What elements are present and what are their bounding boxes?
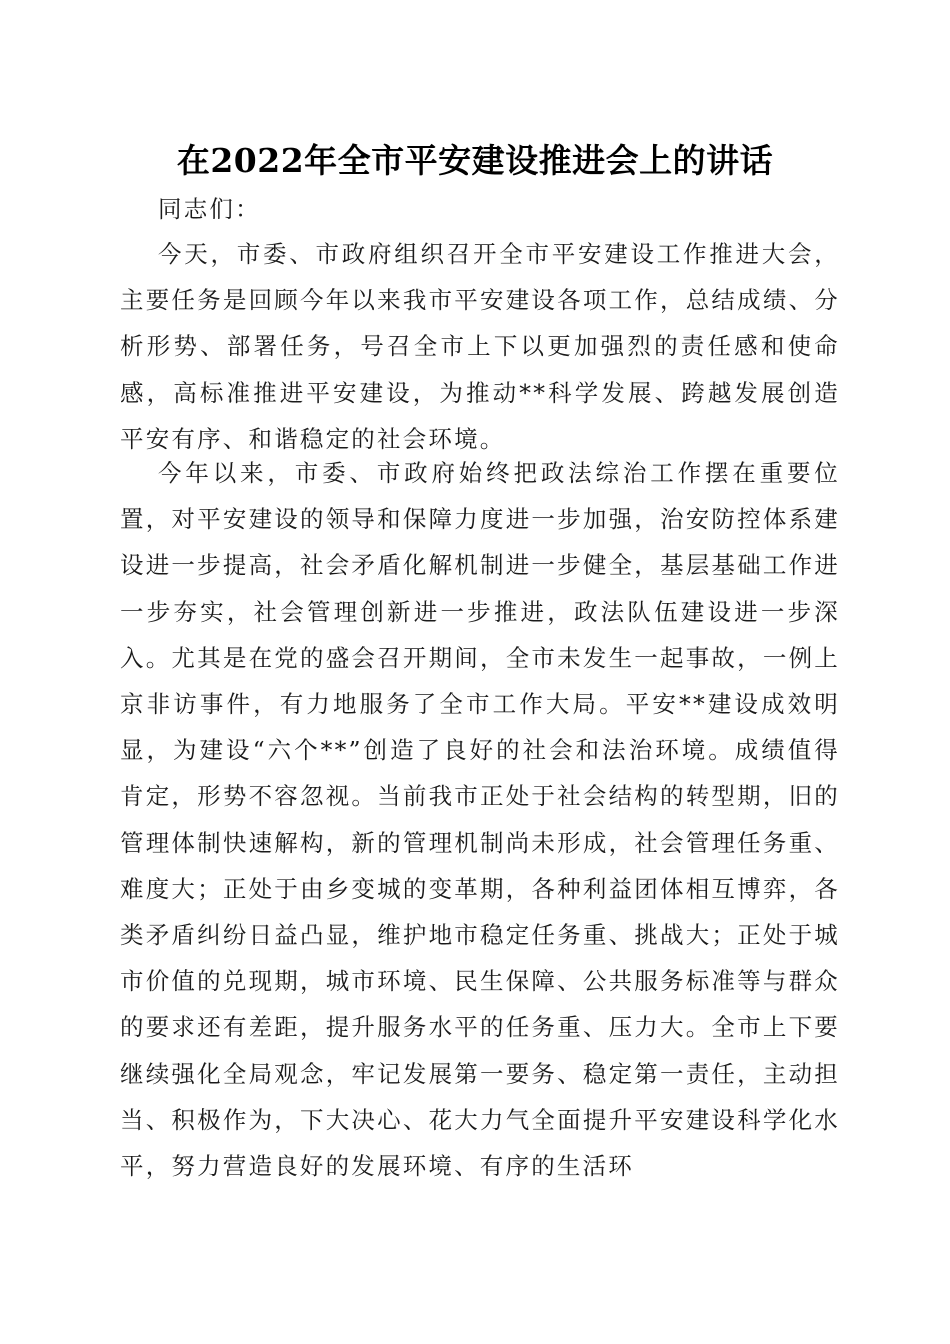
paragraph-text: 今年以来，市委、市政府始终把政法综治工作摆在重要位置，对平安建设的领导和保障力度进一步加强，治安防控体系建设进一步提高，社会矛盾化解机制进一步健全，基层基础工作进一步夯实，社会管理创新进一步推进，政法队伍建设进一步深入。尤其是在党的盛会召开期间，全市未发生一起事故，一例上京非访事件，有力地服务了全市工作大局。平安**建设成效明显，为建设“六个**”创造了良好的社会和法治环境。成绩值得肯定，形势不容忽视。当前我市正处于社会结构的转型期，旧的管理体制快速解构，新的管理机制尚未形成，社会管理任务重、难度大；正处于由乡变城的变革期，各种利益团体相互博弈，各类矛盾纠纷日益凸显，维护地市稳定任务重、挑战大；正处于城市价值的兑现期，城市环境、民生保障、公共服务标准等与群众的要求还有差距，提升服务水平的任务重、压力大。全市上下要继续强化全局观念，牢记发展第一要务、稳定第一责任，主动担当、积极作为，下大决心、花大力气全面提升平安建设科学化水平，努力营造良好的发展环境、有序的生活环: [120, 459, 840, 1181]
paragraph-2: [120, 450, 840, 1189]
paragraph-text: 今天，市委、市政府组织召开全市平安建设工作推进大会，主要任务是回顾今年以来我市平安建设各项工作，总结成绩、分析形势、部署任务，号召全市上下以更加强烈的责任感和使命感，高标准推进平安建设，为推动**科学发展、跨越发展创造平安有序、和谐稳定的社会环境。: [120, 240, 840, 453]
document-title: 在2022年全市平安建设推进会上的讲话: [176, 141, 774, 180]
salutation: 同志们：: [158, 195, 261, 223]
paragraph-1: [120, 231, 840, 462]
